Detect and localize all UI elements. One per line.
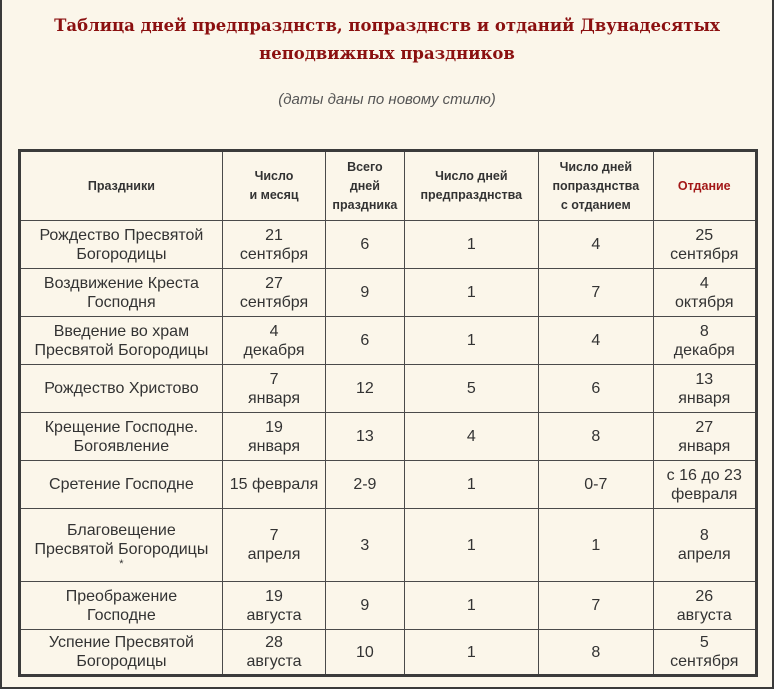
leave-taking-cell	[653, 365, 756, 413]
date-month: августа	[246, 606, 302, 624]
date-cell	[222, 317, 325, 365]
date-cell	[222, 461, 325, 509]
feast-name-line: Сретение Господне	[49, 476, 194, 493]
post-days-cell: 0-7	[539, 461, 653, 509]
feast-name-line: Пресвятой Богородицы	[34, 541, 209, 558]
total-days-cell: 6	[326, 221, 404, 269]
table-row	[20, 269, 757, 317]
leave-month: февраля	[671, 485, 738, 503]
title-line-2: неподвижных праздников	[259, 44, 515, 63]
date-cell	[222, 269, 325, 317]
date-day: 19	[265, 587, 283, 605]
feast-name-cell	[20, 509, 223, 582]
leave-day: 5	[699, 634, 709, 651]
leave-taking-cell	[653, 630, 756, 676]
feast-name-line: Господня	[87, 293, 156, 311]
pre-days-cell: 1	[404, 509, 539, 582]
header-feast-text: Праздники	[87, 178, 155, 193]
header-pre-line: Число дней	[435, 169, 508, 183]
total-days-cell: 12	[326, 365, 404, 413]
total-days-cell: 9	[326, 582, 404, 630]
date-day: 7	[269, 527, 279, 544]
header-total-line: праздника	[332, 197, 398, 212]
leave-taking-cell	[653, 221, 756, 269]
total-days-cell: 13	[326, 413, 404, 461]
post-days-cell: 6	[539, 365, 653, 413]
feast-name-line: Богородицы	[76, 245, 167, 263]
table-row	[20, 221, 757, 269]
leave-taking-cell	[653, 461, 756, 509]
feast-name-cell	[20, 630, 223, 676]
date-month: декабря	[243, 341, 305, 359]
date-day: 4	[269, 322, 279, 340]
leave-day: 26	[695, 587, 714, 605]
leave-month: октября	[674, 293, 734, 311]
post-days-cell: 1	[539, 509, 653, 582]
header-total-line: дней	[349, 178, 380, 193]
leave-day: 25	[695, 226, 714, 244]
pre-days-cell: 1	[404, 630, 539, 676]
post-days-cell: 4	[539, 221, 653, 269]
date-day: 19	[265, 418, 283, 436]
feasts-table	[18, 149, 758, 677]
feast-name-line: Богородицы	[76, 653, 167, 670]
feast-name-cell	[20, 365, 223, 413]
feast-name-line: Воздвижение Креста	[43, 274, 199, 292]
table-row	[20, 317, 757, 365]
date-cell	[222, 509, 325, 582]
feast-name-cell	[20, 582, 223, 630]
feast-name-cell	[20, 413, 223, 461]
leave-month: января	[678, 389, 731, 407]
date-month: апреля	[247, 546, 301, 563]
leave-month: декабря	[673, 341, 735, 359]
date-month: сентября	[239, 293, 309, 311]
footnote-marker: *	[119, 558, 124, 570]
header-total-days	[326, 151, 404, 221]
pre-days-cell: 1	[404, 582, 539, 630]
header-date-line: Число	[254, 169, 294, 183]
date-day: 7	[269, 370, 279, 388]
header-total-line: Всего	[347, 159, 383, 174]
table-row	[20, 582, 757, 630]
feast-name-line: Преображение	[65, 587, 178, 605]
table-row	[20, 630, 757, 676]
leave-day: 8	[699, 527, 709, 544]
post-days-cell: 4	[539, 317, 653, 365]
date-month: января	[247, 437, 301, 455]
feast-name-line: Господне	[87, 606, 156, 624]
header-post-line: попразднства	[552, 178, 640, 193]
header-leave-taking	[653, 151, 756, 221]
pre-days-cell: 1	[404, 221, 539, 269]
leave-taking-cell	[653, 413, 756, 461]
header-leave-text: Отдание	[677, 178, 731, 193]
leave-month: апреля	[677, 546, 731, 563]
feast-name-cell	[20, 221, 223, 269]
post-days-cell: 8	[539, 413, 653, 461]
total-days-cell: 10	[326, 630, 404, 676]
leave-taking-cell	[653, 269, 756, 317]
date-day: 28	[265, 634, 283, 651]
feast-name-line: Крещение Господне.	[44, 418, 199, 436]
table-row	[20, 461, 757, 509]
leave-taking-cell	[653, 317, 756, 365]
page-title	[40, 12, 734, 68]
leave-month: января	[678, 437, 731, 455]
leave-range: с 16 до 23	[666, 466, 742, 484]
frame-left-border	[0, 0, 2, 689]
leave-day: 4	[699, 274, 709, 292]
table-row	[20, 509, 757, 582]
feast-name-line: Богоявление	[73, 437, 170, 455]
table-row	[20, 365, 757, 413]
date-day: 27	[265, 274, 283, 292]
header-post-line: Число дней	[559, 159, 633, 174]
date-cell	[222, 413, 325, 461]
total-days-cell: 9	[326, 269, 404, 317]
date-month: января	[247, 389, 301, 407]
pre-days-cell: 1	[404, 461, 539, 509]
feast-name-line: Успение Пресвятой	[48, 634, 194, 651]
pre-days-cell: 1	[404, 269, 539, 317]
pre-days-cell: 4	[404, 413, 539, 461]
date-cell	[222, 221, 325, 269]
header-date	[222, 151, 325, 221]
date-cell	[222, 582, 325, 630]
page-subtitle: (даты даны по новому стилю)	[278, 91, 496, 108]
date-full: 15 февраля	[229, 476, 319, 493]
leave-day: 13	[695, 370, 714, 388]
total-days-cell: 3	[326, 509, 404, 582]
header-pre-days	[404, 151, 539, 221]
leave-day: 8	[699, 322, 709, 340]
leave-taking-cell	[653, 509, 756, 582]
pre-days-cell: 5	[404, 365, 539, 413]
header-pre-line: предпразднства	[420, 188, 523, 202]
feast-name-cell	[20, 461, 223, 509]
leave-taking-cell	[653, 582, 756, 630]
title-line-1: Таблица дней предпразднств, попразднств и отданий Двунадесятых	[54, 16, 720, 35]
date-cell	[222, 365, 325, 413]
leave-month: августа	[676, 606, 732, 624]
header-post-days	[539, 151, 653, 221]
pre-days-cell: 1	[404, 317, 539, 365]
date-cell	[222, 630, 325, 676]
header-feast	[20, 151, 223, 221]
leave-month: сентября	[670, 653, 739, 670]
date-month: сентября	[239, 245, 309, 263]
post-days-cell: 8	[539, 630, 653, 676]
feast-name-line: Рождество Пресвятой	[39, 226, 204, 244]
feast-name-line: Рождество Христово	[44, 380, 199, 397]
leave-month: сентября	[670, 245, 739, 263]
date-day: 21	[265, 226, 283, 244]
feast-name-cell	[20, 317, 223, 365]
feast-name-line: Благовещение	[67, 522, 176, 539]
table-header-row	[20, 151, 757, 221]
header-post-line: с отданием	[560, 197, 631, 212]
post-days-cell: 7	[539, 269, 653, 317]
header-date-line: и месяц	[249, 188, 299, 202]
post-days-cell: 7	[539, 582, 653, 630]
feast-name-line: Введение во храм	[53, 322, 190, 340]
date-month: августа	[246, 653, 302, 670]
leave-day: 27	[695, 418, 714, 436]
feast-name-line: Пресвятой Богородицы	[34, 341, 209, 359]
total-days-cell: 2-9	[326, 461, 404, 509]
total-days-cell: 6	[326, 317, 404, 365]
feast-name-cell	[20, 269, 223, 317]
table-row	[20, 413, 757, 461]
